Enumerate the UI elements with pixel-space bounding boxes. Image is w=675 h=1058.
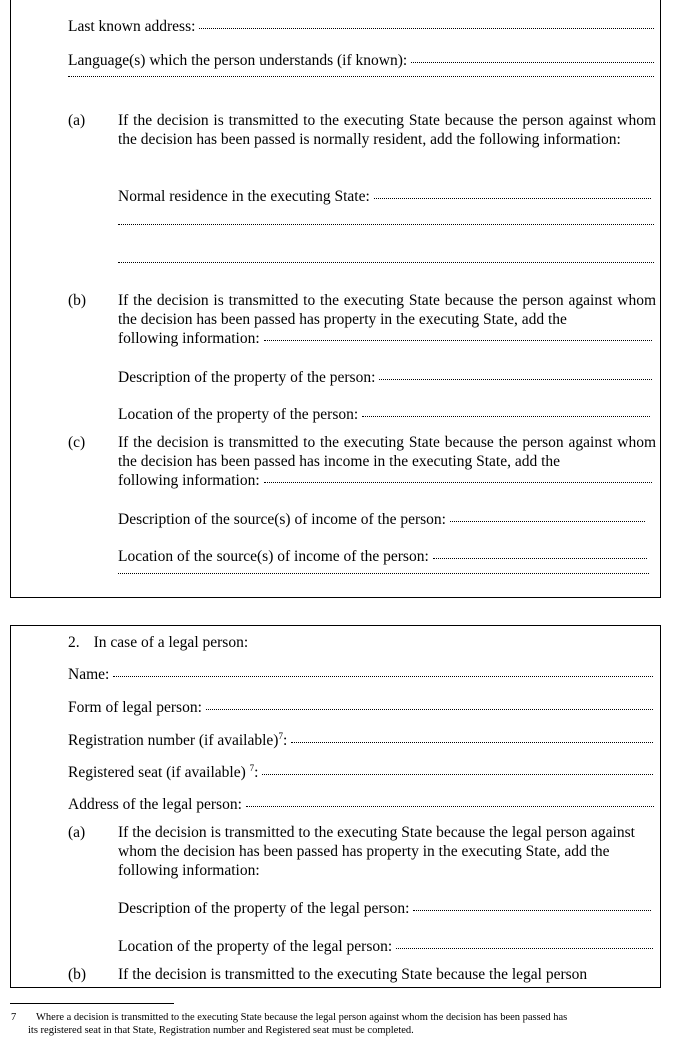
income-description-field[interactable] <box>450 521 645 522</box>
item-b-info-field[interactable] <box>264 340 652 341</box>
item-c-marker: (c) <box>68 434 86 451</box>
footnote-line-2: its registered seat in that State, Registration number and Registered seat must be completed. <box>28 1025 414 1036</box>
form-row <box>68 698 653 717</box>
name-row <box>68 665 653 684</box>
legal-property-description-row <box>118 899 651 918</box>
normal-residence-field-line-2[interactable] <box>118 224 654 225</box>
normal-residence-label: Normal residence in the executing State: <box>118 188 370 205</box>
section2-heading-row <box>68 633 248 652</box>
legal-property-description-field[interactable] <box>413 910 651 911</box>
item-c-info-field[interactable] <box>264 482 652 483</box>
languages-continuation-row <box>68 78 654 79</box>
languages-label: Language(s) which the person understands (if known): <box>68 52 408 69</box>
form-field[interactable] <box>206 709 653 710</box>
normal-residence-row <box>118 187 651 206</box>
last-known-address-field[interactable] <box>199 28 654 29</box>
income-location-continuation <box>118 575 649 576</box>
languages-row <box>68 51 654 70</box>
languages-field-continuation[interactable] <box>68 76 654 77</box>
footnote-separator <box>10 1003 174 1004</box>
footnote-line-1: Where a decision is transmitted to the executing State because the legal person against whom the decision has been passed has <box>36 1012 568 1023</box>
item-b-marker: (b) <box>68 292 87 309</box>
property-location-field[interactable] <box>362 416 650 417</box>
income-description-row <box>118 510 645 529</box>
footnote-ref-7[interactable]: 7 <box>249 762 255 773</box>
legal-item-a-text: If the decision is transmitted to the executing State because the legal person against whom the decision has been passed has property in the executing State, add the following information: <box>118 824 635 879</box>
property-description-label: Description of the property of the person: <box>118 369 376 386</box>
legal-property-location-row <box>118 937 653 956</box>
item-b-paragraph <box>118 291 656 348</box>
legal-property-location-field[interactable] <box>396 948 653 949</box>
footnote-ref-7[interactable]: 7 <box>278 730 283 741</box>
income-location-field-line-2[interactable] <box>118 573 649 574</box>
income-location-row <box>118 547 647 566</box>
name-label: Name: <box>68 666 110 683</box>
normal-residence-field[interactable] <box>374 198 651 199</box>
legal-property-location-label: Location of the property of the legal person: <box>118 938 393 955</box>
income-location-field[interactable] <box>433 558 647 559</box>
address-row <box>68 795 654 814</box>
property-description-row <box>118 368 652 387</box>
seat-field[interactable] <box>262 774 653 775</box>
property-location-row <box>118 405 650 424</box>
item-a-marker: (a) <box>68 112 86 129</box>
item-b-text-tail: following information: <box>118 330 260 347</box>
item-c-text-tail: following information: <box>118 472 260 489</box>
languages-field[interactable] <box>411 62 654 63</box>
normal-residence-field-line-3[interactable] <box>118 262 654 263</box>
section2-number: 2. <box>68 634 80 651</box>
item-c-paragraph <box>118 433 656 490</box>
last-known-address-label: Last known address: <box>68 18 196 35</box>
item-b-text: If the decision is transmitted to the executing State because the person against whom the decision has been passed has property in the executing State, add the <box>118 292 656 328</box>
registration-label: Registration number (if available)$^7$: <box>68 730 288 749</box>
income-description-label: Description of the source(s) of income of the person: <box>118 511 446 528</box>
seat-row <box>68 763 653 782</box>
normal-residence-continuation-1 <box>118 226 654 227</box>
form-label: Form of legal person: <box>68 699 202 716</box>
seat-label: Registered seat (if available) $^7$: <box>68 762 259 781</box>
registration-row <box>68 731 653 750</box>
legal-item-b-text: If the decision is transmitted to the executing State because the legal person <box>118 966 588 983</box>
item-c-text: If the decision is transmitted to the executing State because the person against whom the decision has been passed has income in the executing State, add the <box>118 434 656 470</box>
address-label: Address of the legal person: <box>68 796 242 813</box>
section2-heading: In case of a legal person: <box>93 634 249 651</box>
footnote-number: 7 <box>11 1012 17 1023</box>
item-a-text: If the decision is transmitted to the executing State because the person against whom the decision has been passed is normally resident, add the following information: <box>118 112 656 148</box>
last-known-address-row <box>68 17 654 36</box>
property-location-label: Location of the property of the person: <box>118 406 359 423</box>
property-description-field[interactable] <box>379 379 652 380</box>
normal-residence-continuation-2 <box>118 264 654 265</box>
income-location-label: Location of the source(s) of income of the person: <box>118 548 429 565</box>
legal-item-b-marker: (b) <box>68 966 87 983</box>
registration-field[interactable] <box>291 742 653 743</box>
legal-item-a-marker: (a) <box>68 824 86 841</box>
footnote-text <box>28 1011 660 1037</box>
legal-property-description-label: Description of the property of the legal person: <box>118 900 410 917</box>
address-field[interactable] <box>246 806 654 807</box>
name-field[interactable] <box>113 676 653 677</box>
